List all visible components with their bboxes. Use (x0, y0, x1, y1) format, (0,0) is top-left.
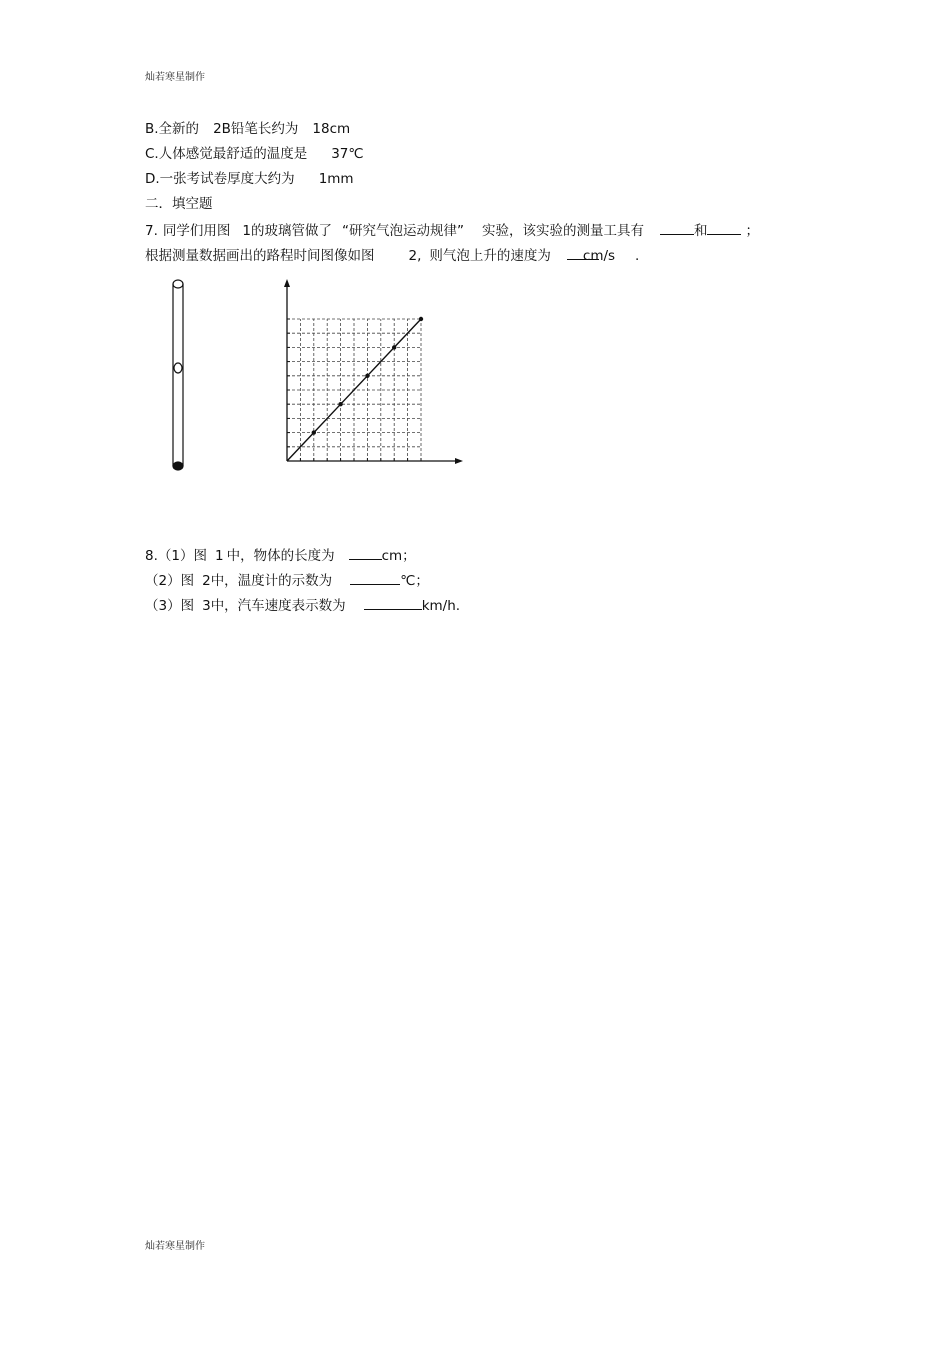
q7-fig2-ref: 2, (408, 248, 422, 264)
q8-1-blank[interactable] (349, 545, 382, 560)
q8-1-suffix: 中，物体的长度为 (226, 548, 335, 564)
q7-blank-speed[interactable] (567, 245, 599, 260)
q8-1-unit: cm； (381, 548, 416, 564)
option-c-answer: 37℃ (331, 146, 364, 162)
q8-1-prefix: 8.（1）图 (145, 548, 207, 564)
q7-blank-tool1[interactable] (660, 220, 694, 235)
footer-watermark: 灿若寒星制作 (145, 1241, 205, 1252)
q7-text-a: 同学们用图 (162, 223, 231, 239)
q8-2-prefix: （2）图 (145, 573, 195, 589)
q8-2-fig: 2 (202, 573, 211, 589)
q7-blank-tool2[interactable] (707, 220, 741, 235)
option-b-prefix: B.全新的 (145, 121, 200, 137)
q7-text-c: 实验，该实验的测量工具有 (481, 223, 644, 239)
q7-fig1-ref: 1 (242, 223, 251, 239)
q7-and: 和 (693, 223, 708, 239)
q8-line3 (145, 595, 460, 615)
option-d-prefix: D.一张考试卷厚度大约为 (145, 171, 295, 187)
q8-3-blank[interactable] (364, 595, 422, 610)
q7-semicolon: ； (745, 223, 759, 239)
header-watermark: 灿若寒星制作 (145, 72, 205, 83)
option-d (145, 170, 354, 188)
q7-text-d: 根据测量数据画出的路程时间图像如图 (145, 248, 375, 264)
q7-number: 7. (145, 223, 158, 239)
option-b-answer: 18cm (312, 121, 351, 137)
option-b (145, 120, 350, 138)
data-point (392, 345, 396, 349)
option-d-answer: 1mm (318, 171, 354, 187)
tube-top (173, 280, 183, 288)
q7-quote: “研究气泡运动规律” (341, 223, 464, 239)
q8-line2 (145, 570, 429, 590)
section-title: 二．填空题 (145, 196, 213, 212)
q8-2-blank[interactable] (350, 570, 400, 585)
q7-text-e: 则气泡上升的速度为 (429, 248, 551, 264)
option-c-prefix: C.人体感觉最舒适的温度是 (145, 146, 308, 162)
q7-unit: cm/s (582, 248, 616, 264)
q8-line1 (145, 545, 416, 565)
q8-1-fig: 1 (214, 548, 224, 564)
tube-bottom (173, 462, 183, 470)
x-axis-arrow (455, 458, 463, 464)
q8-3-fig: 3 (202, 598, 211, 614)
distance-time-chart (275, 275, 465, 470)
q8-2-unit: ℃； (400, 573, 429, 589)
y-axis-arrow (284, 279, 290, 287)
q7-period: . (635, 248, 640, 264)
q7-text-b: 的玻璃管做了 (250, 223, 332, 239)
data-point (419, 317, 423, 321)
q8-3-suffix: 中，汽车速度表示数为 (210, 598, 346, 614)
data-point (365, 374, 369, 378)
option-b-mid: 铅笔长约为 (230, 121, 299, 137)
q7-line1 (145, 220, 759, 240)
q8-3-prefix: （3）图 (145, 598, 195, 614)
q8-3-unit: km/h. (421, 598, 461, 614)
series-layer (287, 317, 423, 461)
air-bubble (174, 363, 182, 373)
option-b-value: 2B (213, 121, 231, 137)
glass-tube-figure (165, 275, 195, 475)
data-point (312, 430, 316, 434)
option-c (145, 145, 364, 163)
q7-line2 (145, 245, 639, 265)
q8-2-suffix: 中，温度计的示数为 (210, 573, 333, 589)
data-point (338, 402, 342, 406)
